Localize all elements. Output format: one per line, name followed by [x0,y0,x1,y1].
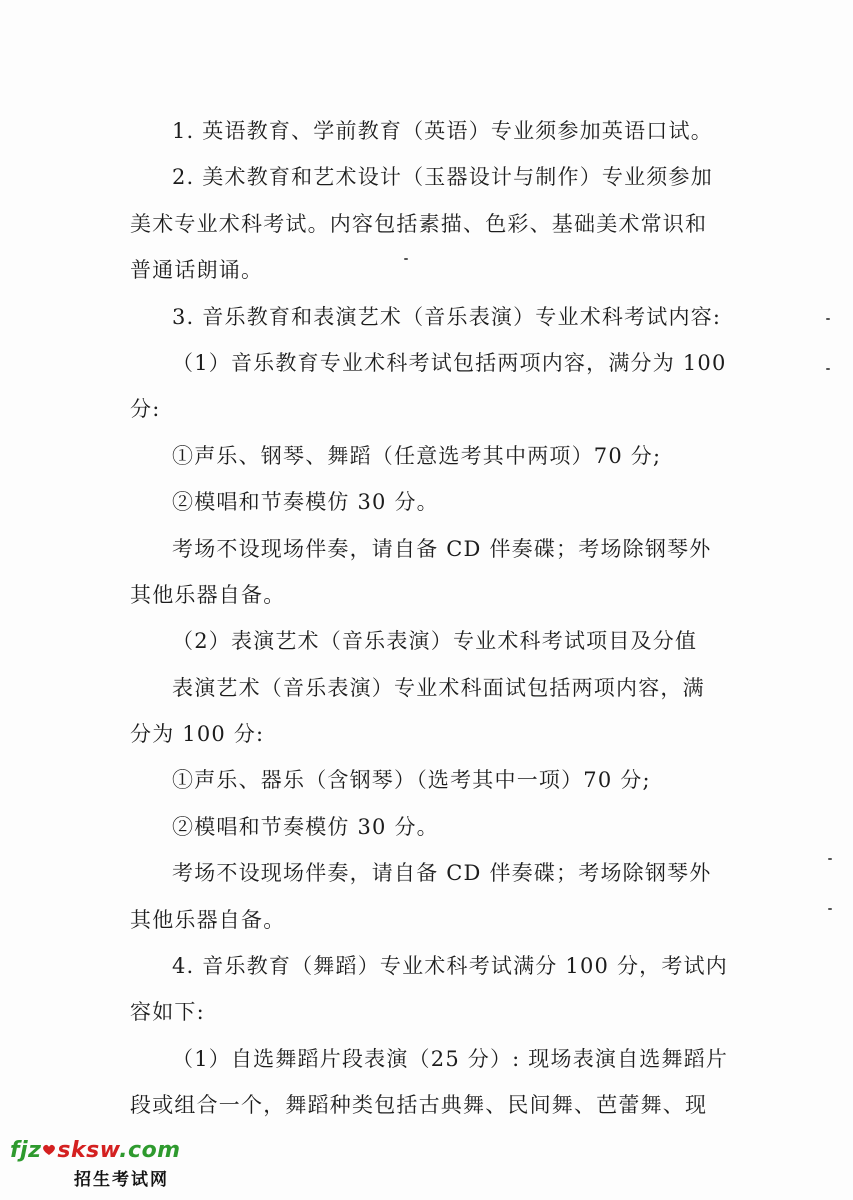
paragraph-line: 考场不设现场伴奏，请自备 CD 伴奏碟；考场除钢琴外 [172,861,712,886]
watermark-domain-part2: sksw [57,1138,120,1163]
scan-speck [826,318,830,320]
scan-speck [828,858,832,860]
scan-speck [828,908,832,910]
paragraph-line: ②模唱和节奏模仿 30 分。 [172,490,439,515]
paragraph-line: 考场不设现场伴奏，请自备 CD 伴奏碟；考场除钢琴外 [172,536,712,561]
scan-speck [404,258,408,260]
heart-icon [42,1138,56,1152]
paragraph-line: 容如下: [130,1000,205,1025]
paragraph-line: 其他乐器自备。 [130,907,286,932]
watermark-domain-part1: fjz [10,1138,42,1163]
paragraph-line: 1. 英语教育、学前教育（英语）专业须参加英语口试。 [172,119,713,143]
paragraph-line: （1）自选舞蹈片段表演（25 分）: 现场表演自选舞蹈片 [172,1046,729,1071]
watermark-domain-part3: .com [119,1138,181,1163]
paragraph-line: 3. 音乐教育和表演艺术（音乐表演）专业术科考试内容: [172,304,722,329]
paragraph-line: 分为 100 分: [130,722,265,747]
paragraph-line: 其他乐器自备。 [130,582,286,607]
document-body [130,108,740,1129]
paragraph-line: 4. 音乐教育（舞蹈）专业术科考试满分 100 分，考试内 [172,954,728,979]
paragraph-line: 普通话朗诵。 [130,258,264,283]
paragraph-line: 分: [130,397,161,422]
watermark-subtitle: 招生考试网 [74,1170,169,1190]
paragraph-line: 美术专业术科考试。内容包括素描、色彩、基础美术常识和 [130,211,708,236]
paragraph-line: ②模唱和节奏模仿 30 分。 [172,814,439,839]
paragraph-line: 段或组合一个，舞蹈种类包括古典舞、民间舞、芭蕾舞、现 [130,1093,708,1118]
paragraph-line: 2. 美术教育和艺术设计（玉器设计与制作）专业须参加 [172,165,713,190]
scan-speck [826,368,830,370]
paragraph-line: （2）表演艺术（音乐表演）专业术科考试项目及分值 [172,629,698,654]
paragraph-line: ①声乐、钢琴、舞蹈（任意选考其中两项）70 分; [172,443,662,468]
paragraph-line: （1）音乐教育专业术科考试包括两项内容，满分为 100 [172,350,727,375]
watermark-logo [10,1138,180,1190]
paragraph-line: ①声乐、器乐（含钢琴）（选考其中一项）70 分; [172,768,651,793]
paragraph-line: 表演艺术（音乐表演）专业术科面试包括两项内容，满 [172,675,705,700]
watermark-domain [10,1138,181,1163]
